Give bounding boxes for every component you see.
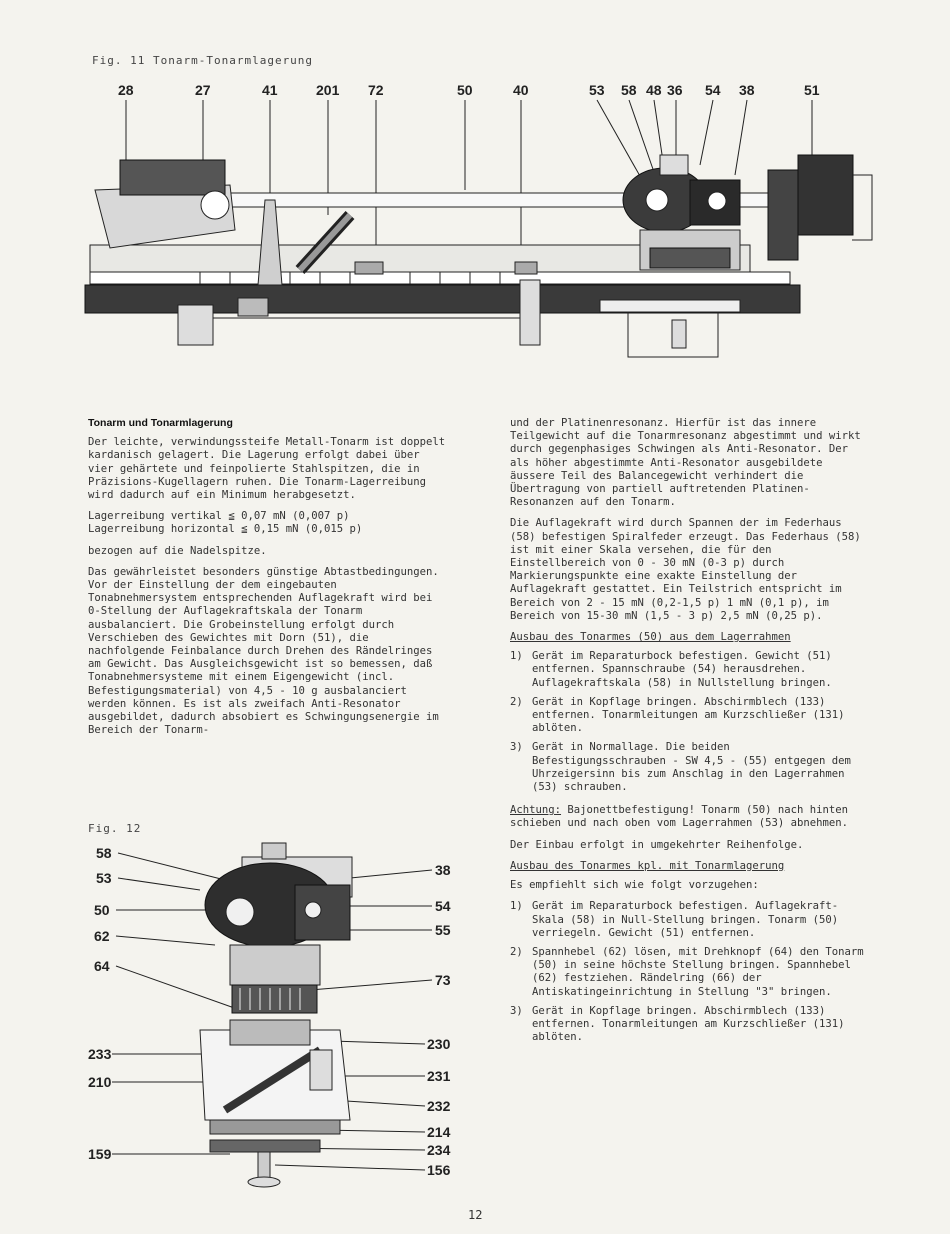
list2-item-number: 3) [510,1004,523,1017]
right-paragraph-1: und der Platinenresonanz. Hierfür ist das innere Teilgewicht auf die Tonarmresonanz abgestimmt und wirkt durch gegenphasiges Schwingen als Anti-Resonator. Der als höher abgestimmte Anti-Resonator ausgebildete äussere Teil des Balancegewicht verhindert die Übertragung von partiell auftretenden Platinen-Resonanzen auf den Tonarm. [510,417,861,509]
fig12-label-234: 234 [427,1142,451,1158]
fig11-label-41: 41 [262,82,278,98]
fig12-label-231: 231 [427,1068,451,1084]
left-paragraph-2: bezogen auf die Nadelspitze. [88,544,267,557]
fig12-label-156: 156 [427,1162,451,1178]
fig12-label-50: 50 [94,902,110,918]
fig12-label-73: 73 [435,972,451,988]
fig11-label-50: 50 [457,82,473,98]
right-paragraph-2: Die Auflagekraft wird durch Spannen der im Federhaus (58) befestigen Spiralfeder erzeugt. Das Federhaus (58) ist mit einer Skala versehen, die für den Einstellbereich von 0 - 30 mN (0-3 p) durch Markierungspunkte eine exakte Einstellung der Auflagekraft gestattet. Ein Teilstrich entspricht im Bereich von 2 - 15 mN (0,2-1,5 p) 1 mN (0,1 p), im Bereich von 15-30 mN (1,5 - 3 p) 2,5 mN (0,25 p). [510,517,861,622]
right-paragraph-3: Der Einbau erfolgt in umgekehrter Reihenfolge. [510,838,804,851]
section-heading-ausbau-tonarm: Ausbau des Tonarmes (50) aus dem Lagerrahmen [510,631,791,644]
fig11-label-48: 48 [646,82,662,98]
attention-text: Bajonettbefestigung! Tonarm (50) nach hinten schieben und nach oben vom Lagerrahmen (53) abnehmen. [510,804,849,830]
fig11-label-58: 58 [621,82,637,98]
list1-item-number: 3) [510,741,523,754]
fig11-label-201: 201 [316,82,340,98]
fig12-label-54: 54 [435,898,451,914]
left-paragraph-3: Das gewährleistet besonders günstige Abtastbedingungen. Vor der Einstellung der dem eingebauten Tonabnehmersystem entsprechenden Auflagekraft wird bei 0-Stellung der Auflagekraftskala der Tonarm ausbalanciert. Die Grobeinstellung erfolgt durch Verschieben des Gewichtes mit Dorn (51), die nachfolgende Feinbalance durch Drehen des Rändelringes am Gewicht. Das Ausgleichsgewicht ist so bemessen, daß Tonabnehmersysteme mit einem Eigengewicht (incl. Befestigungsmaterial) von 4,5 - 10 g ausbalanciert werden können. Es ist als zweifach Anti-Resonator ausgebildet, dadurch absobiert es Schwingungsenergie im Bereich der Tonarm- [88,565,439,737]
fig12-label-214: 214 [427,1124,451,1140]
list2-item-number: 1) [510,900,523,913]
fig12-label-62: 62 [94,928,110,944]
fig11-caption: Fig. 11 Tonarm-Tonarmlagerung [92,54,314,67]
fig11-label-53: 53 [589,82,605,98]
list2-item [510,900,870,940]
fig11-label-72: 72 [368,82,384,98]
fig11-tonearm-drawing [0,0,950,370]
fig11-label-27: 27 [195,82,211,98]
list2-item-text: Gerät im Reparaturbock befestigen. Auflagekraft-Skala (58) in Null-Stellung bringen. Tonarm (50) verriegeln. Gewicht (51) entfernen. [532,900,839,939]
left-paragraph-1: Der leichte, verwindungssteife Metall-Tonarm ist doppelt kardanisch gelagert. Die Lagerung erfolgt dabei über vier gehärtete und feinpolierte Stahlspitzen, die in Präzisions-Kugellagern ruhen. Die Tonarm-Lagerreibung wird dadurch auf ein Minimum herabgesetzt. [88,436,446,502]
fig12-label-230: 230 [427,1036,451,1052]
list1-item-number: 2) [510,695,523,708]
list2-item-text: Spannhebel (62) lösen, mit Drehknopf (64) den Tonarm (50) in seine höchste Stellung bringen. Spannhebel (62) festziehen. Rändelring (66) der Antiskatingeinrichtung in Stellung "3" bringen. [532,945,864,998]
list1-item [510,696,870,736]
list1-item-text: Gerät in Normallage. Die beiden Befestigungsschrauben - SW 4,5 - (55) entgegen dem Uhrzeigersinn bis zum Anschlag in den Lagerrahmen (53) schrauben. [532,741,851,794]
fig12-label-64: 64 [94,958,110,974]
friction-horizontal: Lagerreibung horizontal ≦ 0,15 mN (0,015 p) [88,523,363,536]
fig12-label-55: 55 [435,922,451,938]
list1-item-text: Gerät im Reparaturbock befestigen. Gewicht (51) entfernen. Spannschraube (54) herausdrehen. Auflagekraftskala (58) in Nullstellung bringen. [532,650,832,689]
list2-item-text: Gerät in Kopflage bringen. Abschirmblech (133) entfernen. Tonarmleitungen am Kurzschließer (131) ablöten. [532,1004,845,1044]
fig11-label-38: 38 [739,82,755,98]
section-heading-ausbau-kpl: Ausbau des Tonarmes kpl. mit Tonarmlagerung [510,859,785,872]
fig12-label-233: 233 [88,1046,112,1062]
fig12-label-159: 159 [88,1146,112,1162]
attention-note [510,804,870,830]
fig12-label-232: 232 [427,1098,451,1114]
attention-label: Achtung: [510,804,562,817]
list2-item [510,1005,870,1045]
fig12-label-210: 210 [88,1074,112,1090]
fig12-bearing-drawing [0,830,470,1190]
list1-item-number: 1) [510,650,523,663]
fig11-label-51: 51 [804,82,820,98]
list1-item [510,650,870,690]
right-paragraph-4: Es empfiehlt sich wie folgt vorzugehen: [510,879,759,892]
fig12-label-38: 38 [435,862,451,878]
fig11-label-54: 54 [705,82,721,98]
fig11-label-28: 28 [118,82,134,98]
fig12-label-58: 58 [96,845,112,861]
friction-vertical: Lagerreibung vertikal ≦ 0,07 mN (0,007 p) [88,510,350,523]
fig12-caption: Fig. 12 [88,822,142,835]
page-number: 12 [468,1208,483,1222]
list1-item-text: Gerät in Kopflage bringen. Abschirmblech (133) entfernen. Tonarmleitungen am Kurzschließer (131) ablöten. [532,695,845,735]
section-heading-tonarm: Tonarm und Tonarmlagerung [88,417,233,429]
list1-item [510,741,870,794]
fig11-label-40: 40 [513,82,529,98]
fig11-label-36: 36 [667,82,683,98]
list2-item [510,946,870,999]
fig12-label-53: 53 [96,870,112,886]
list2-item-number: 2) [510,945,523,958]
